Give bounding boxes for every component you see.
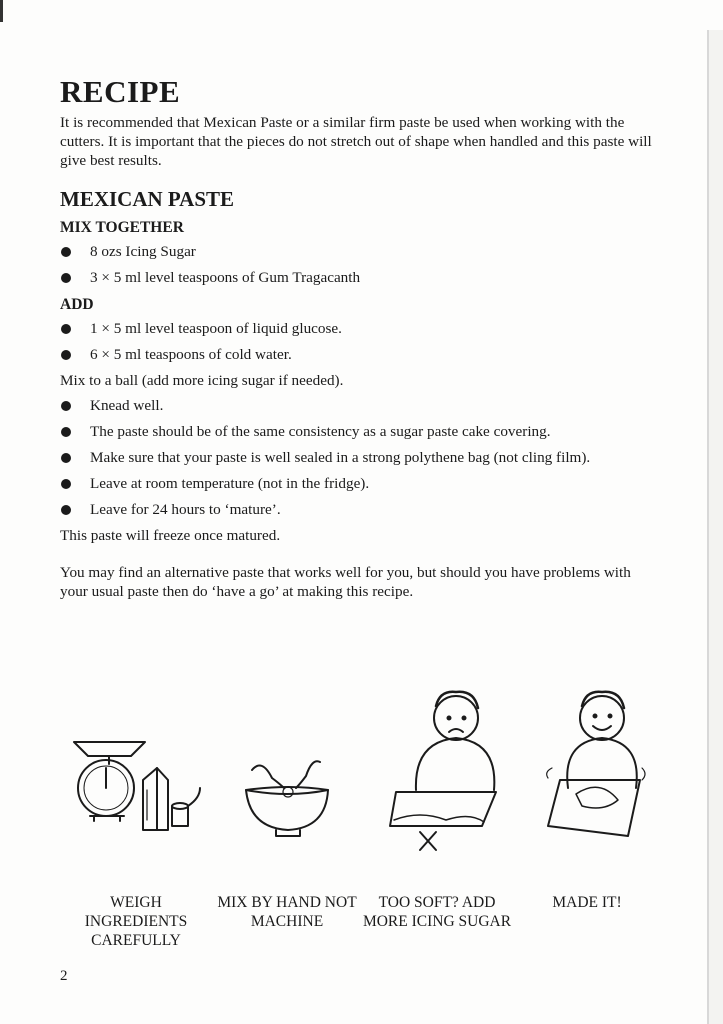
list-item: Leave for 24 hours to ‘mature’. <box>60 500 662 519</box>
illustration-strip <box>0 680 723 880</box>
ingredient-box-icon <box>143 768 168 830</box>
add-label: ADD <box>60 296 94 313</box>
sad-figure-icon <box>390 692 496 850</box>
freeze-note: This paste will freeze once matured. <box>60 527 281 544</box>
recipe-subheading: MEXICAN PASTE <box>60 187 235 211</box>
list-item: Knead well. <box>60 396 662 415</box>
caption-mix: MIX BY HAND NOT MACHINE <box>217 894 357 930</box>
list-item: The paste should be of the same consistency as a sugar paste cake covering. <box>60 422 662 441</box>
list-item: 6 × 5 ml teaspoons of cold water. <box>60 345 662 364</box>
page-number: 2 <box>60 968 68 984</box>
mix-together-label: MIX TOGETHER <box>60 219 184 236</box>
list-item: 1 × 5 ml level teaspoon of liquid glucose. <box>60 319 662 338</box>
mixing-bowl-icon <box>246 761 328 836</box>
list-item: Make sure that your paste is well sealed in a strong polythene bag (not cling film). <box>60 448 662 467</box>
caption-weigh: WEIGH INGREDIENTS CAREFULLY <box>84 894 188 949</box>
list-item: Leave at room temperature (not in the fridge). <box>60 474 662 493</box>
scales-icon <box>74 742 145 821</box>
happy-figure-icon <box>547 692 645 836</box>
cup-icon <box>172 788 200 826</box>
caption-made-it: MADE IT! <box>552 894 622 911</box>
recipe-page <box>60 74 662 601</box>
intro-paragraph: It is recommended that Mexican Paste or a similar firm paste be used when working with the cutters. It is important that the pieces do not stretch out of shape when handled and this paste will give best results. <box>60 114 652 169</box>
list-item: 8 ozs Icing Sugar <box>60 242 662 261</box>
alternative-paragraph: You may find an alternative paste that works well for you, but should you have problems with your usual paste then do ‘have a go’ at making this recipe. <box>60 564 631 600</box>
mix-ball-text: Mix to a ball (add more icing sugar if needed). <box>60 372 344 389</box>
add-ingredients-list <box>60 319 662 364</box>
mix-ingredients-list <box>60 242 662 287</box>
steps-list <box>60 396 662 519</box>
scan-edge-mark <box>0 0 3 22</box>
caption-too-soft: TOO SOFT? ADD MORE ICING SUGAR <box>362 894 512 930</box>
list-item: 3 × 5 ml level teaspoons of Gum Tragacanth <box>60 268 662 287</box>
page-title: RECIPE <box>60 74 181 109</box>
